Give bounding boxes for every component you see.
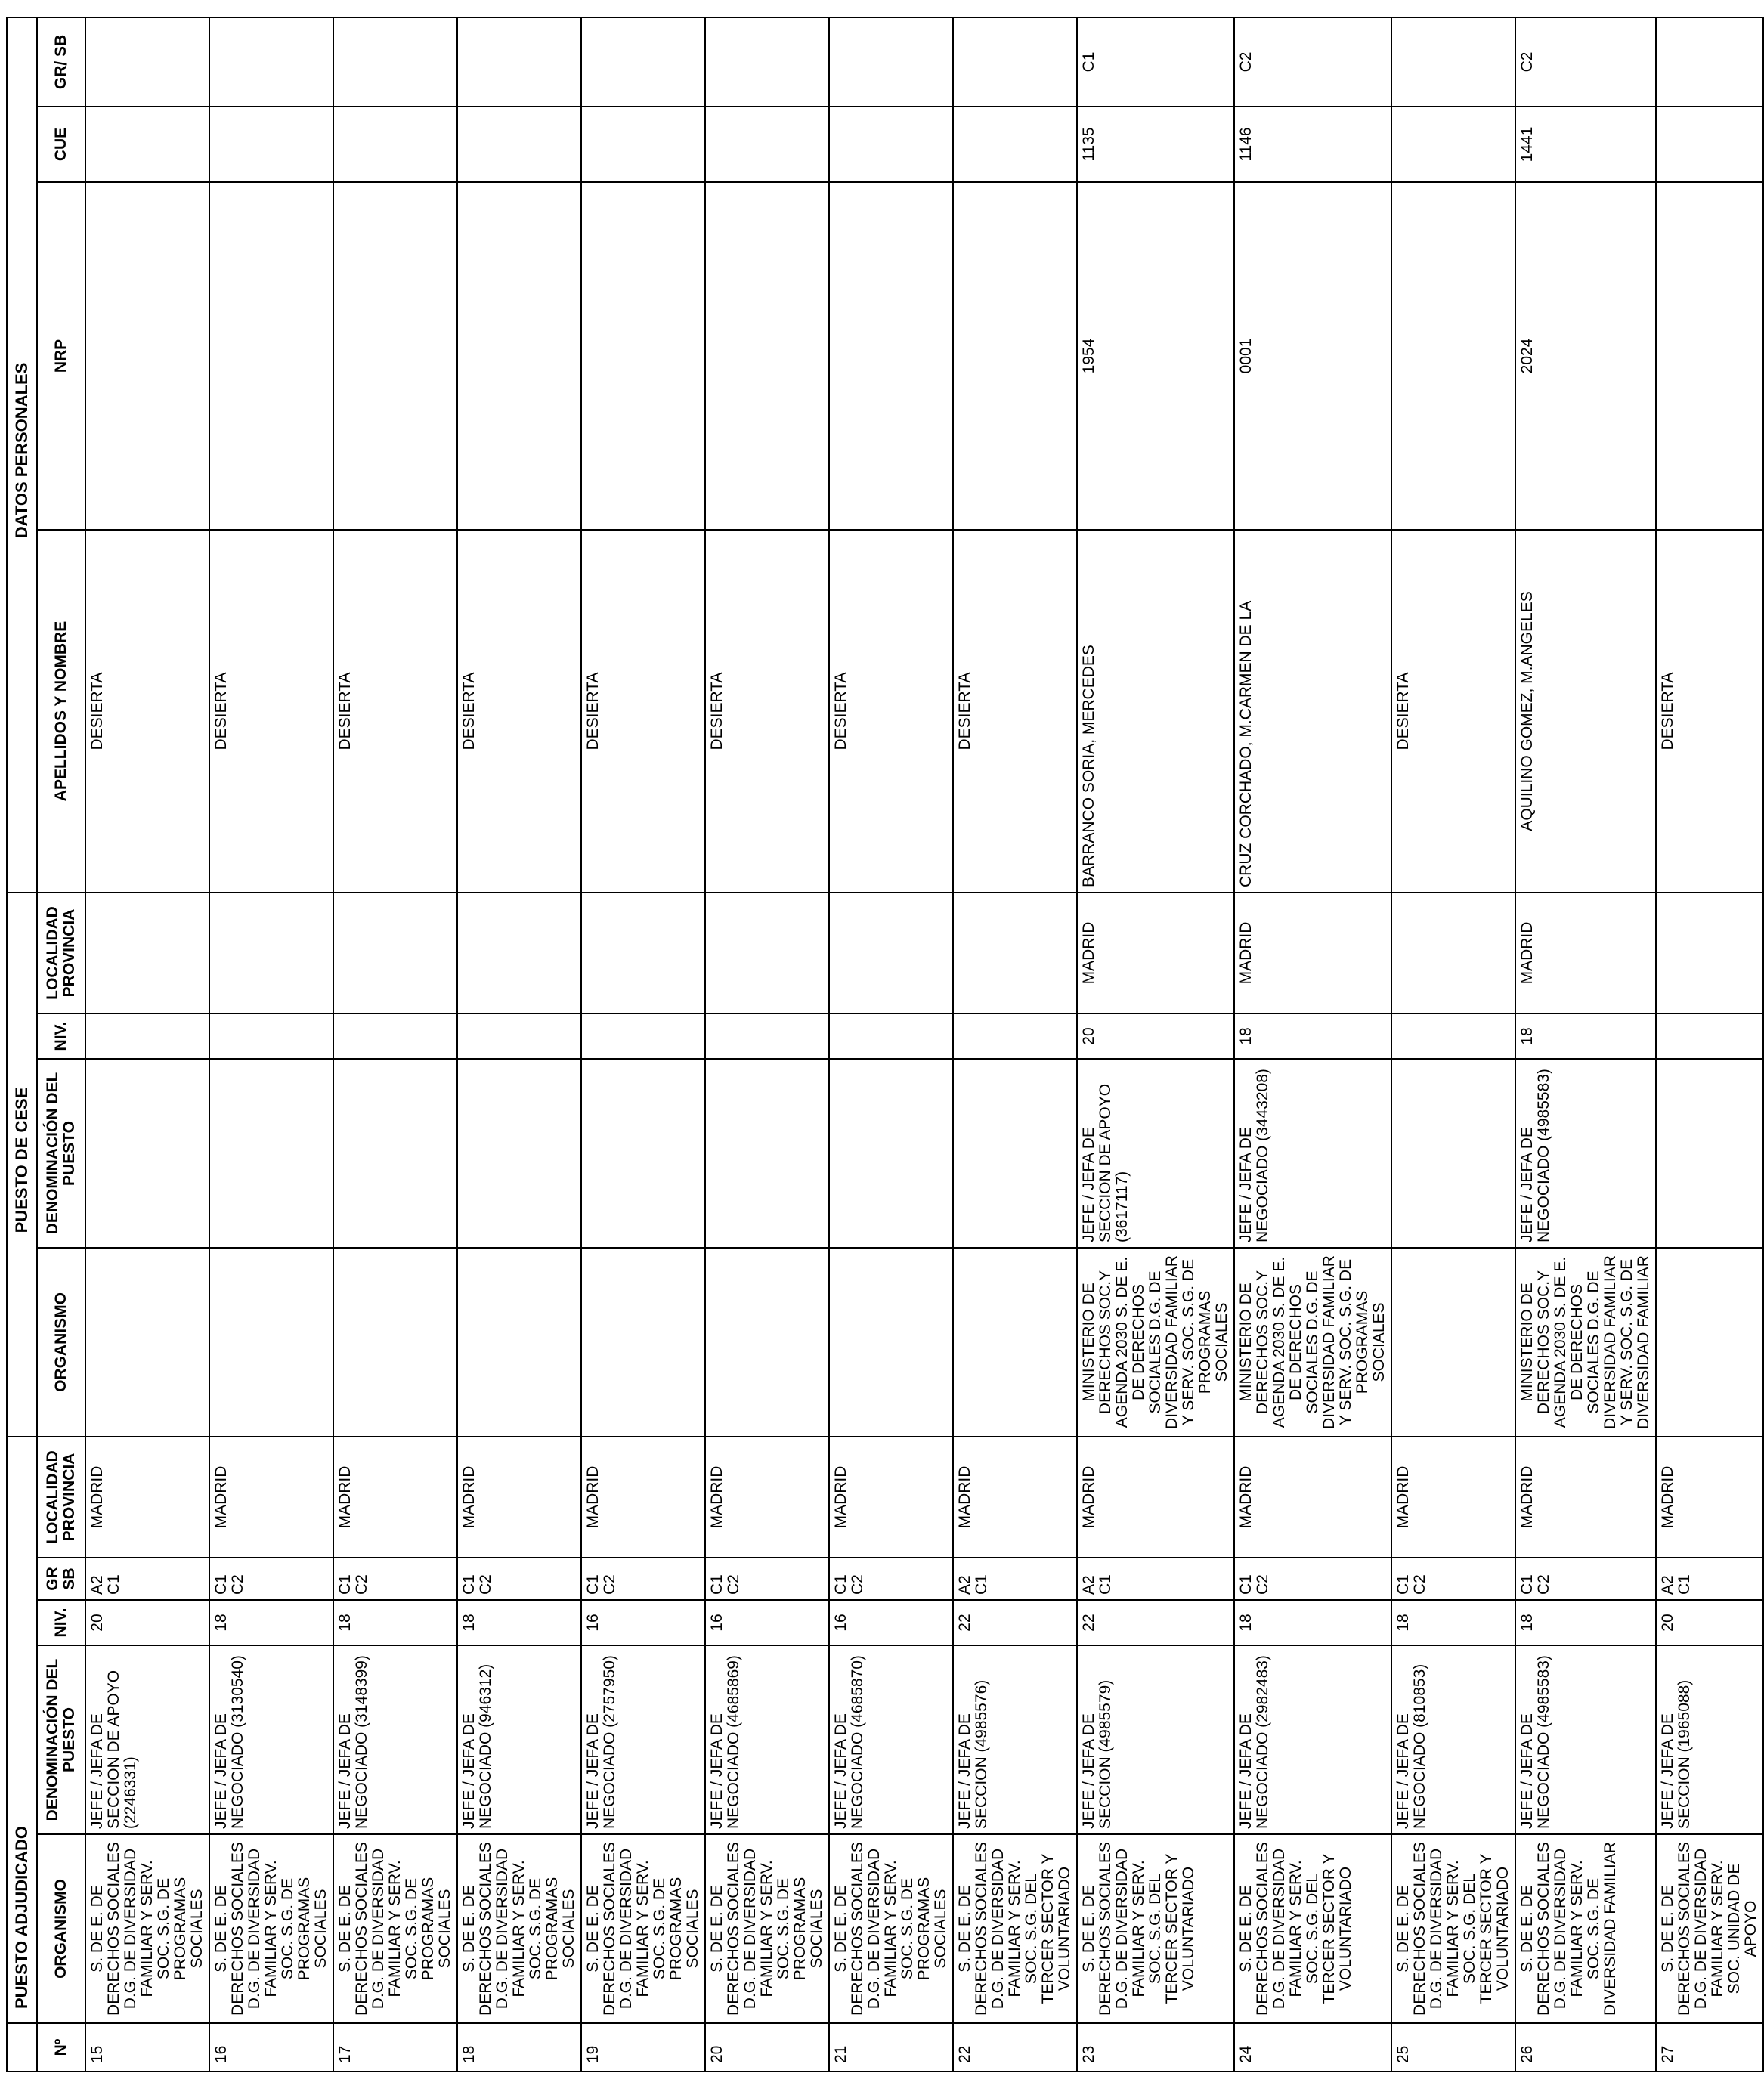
resolution-table [6,17,1764,2072]
table-row [1234,17,1391,2072]
cell-grsb: A2 C1 [1077,1558,1234,1600]
cell-grsb-personal [457,17,581,107]
table-row [1077,17,1234,2072]
cell-cese-organismo [457,1248,581,1437]
cell-niv: 16 [829,1600,953,1645]
cell-denominacion: JEFE / JEFA DE NEGOCIADO (2982483) [1234,1645,1391,1834]
cell-cue [705,107,829,182]
cell-grsb-personal [1391,17,1515,107]
group-header-cese: PUESTO DE CESE [7,893,37,1437]
cell-cese-localidad [209,893,333,1013]
col-header-cese-localidad: LOCALIDAD PROVINCIA [37,893,85,1013]
cell-cese-organismo [705,1248,829,1437]
cell-n: 23 [1077,2023,1234,2072]
cell-denominacion: JEFE / JEFA DE SECCION (1965088) [1656,1645,1763,1834]
cell-denominacion: JEFE / JEFA DE NEGOCIADO (946312) [457,1645,581,1834]
cell-denominacion: JEFE / JEFA DE SECCION (4985576) [953,1645,1077,1834]
cell-cue [953,107,1077,182]
cell-n: 27 [1656,2023,1763,2072]
cell-niv: 20 [85,1600,209,1645]
cell-niv: 16 [581,1600,705,1645]
cell-apellidos: DESIERTA [829,530,953,893]
cell-denominacion: JEFE / JEFA DE SECCION DE APOYO (2246331) [85,1645,209,1834]
col-header-niv: NIV. [37,1600,85,1645]
cell-cese-organismo [333,1248,457,1437]
cell-cese-denominacion [1391,1059,1515,1248]
cell-cue [1391,107,1515,182]
cell-denominacion: JEFE / JEFA DE NEGOCIADO (810853) [1391,1645,1515,1834]
cell-niv: 22 [1077,1600,1234,1645]
cell-cese-denominacion [705,1059,829,1248]
cell-nrp [705,182,829,530]
cell-cese-organismo: MINISTERIO DE DERECHOS SOC.Y AGENDA 2030 S. DE E. DE DERECHOS SOCIALES D.G. DE DIVERSIDAD FAMILIAR Y SERV. SOC. S.G. DE DIVERSIDAD FAMILIAR [1515,1248,1656,1437]
table-body [85,17,1763,2072]
cell-n: 19 [581,2023,705,2072]
cell-n: 22 [953,2023,1077,2072]
cell-denominacion: JEFE / JEFA DE NEGOCIADO (4685869) [705,1645,829,1834]
cell-n: 20 [705,2023,829,2072]
cell-localidad: MADRID [581,1437,705,1558]
cell-cese-organismo [1656,1248,1763,1437]
cell-cese-denominacion: JEFE / JEFA DE SECCION DE APOYO (3617117) [1077,1059,1234,1248]
cell-localidad: MADRID [1656,1437,1763,1558]
col-header-apellidos: APELLIDOS Y NOMBRE [37,530,85,893]
cell-organismo: S. DE E. DE DERECHOS SOCIALES D.G. DE DIVERSIDAD FAMILIAR Y SERV. SOC. S.G. DE PROGRAMAS SOCIALES [581,1834,705,2023]
cell-grsb: C1 C2 [333,1558,457,1600]
cell-cese-niv [85,1013,209,1059]
cell-denominacion: JEFE / JEFA DE NEGOCIADO (4985583) [1515,1645,1656,1834]
cell-niv: 18 [333,1600,457,1645]
cell-apellidos: DESIERTA [581,530,705,893]
col-header-grsb: GR SB [37,1558,85,1600]
col-header-cese-organismo: ORGANISMO [37,1248,85,1437]
cell-cese-niv: 18 [1234,1013,1391,1059]
cell-grsb-personal: C1 [1077,17,1234,107]
cell-localidad: MADRID [705,1437,829,1558]
table-row [953,17,1077,2072]
cell-cese-niv [581,1013,705,1059]
table-row [705,17,829,2072]
cell-grsb: C1 C2 [829,1558,953,1600]
cell-cese-niv: 20 [1077,1013,1234,1059]
cell-cue [85,107,209,182]
cell-grsb-personal: C2 [1515,17,1656,107]
cell-niv: 18 [1515,1600,1656,1645]
cell-localidad: MADRID [85,1437,209,1558]
cell-apellidos: BARRANCO SORIA, MERCEDES [1077,530,1234,893]
cell-apellidos: DESIERTA [705,530,829,893]
cell-denominacion: JEFE / JEFA DE SECCION (4985579) [1077,1645,1234,1834]
table-row [1656,17,1763,2072]
cell-grsb-personal [209,17,333,107]
cell-cese-localidad [85,893,209,1013]
cell-denominacion: JEFE / JEFA DE NEGOCIADO (4685870) [829,1645,953,1834]
cell-grsb-personal [705,17,829,107]
cell-cese-localidad [953,893,1077,1013]
cell-localidad: MADRID [333,1437,457,1558]
cell-nrp: 2024 [1515,182,1656,530]
cell-cese-denominacion [333,1059,457,1248]
table-row [829,17,953,2072]
cell-grsb: A2 C1 [953,1558,1077,1600]
cell-localidad: MADRID [1077,1437,1234,1558]
cell-apellidos: DESIERTA [953,530,1077,893]
cell-niv: 18 [1234,1600,1391,1645]
cell-niv: 20 [1656,1600,1763,1645]
cell-localidad: MADRID [829,1437,953,1558]
cell-grsb: C1 C2 [705,1558,829,1600]
cell-cese-organismo [829,1248,953,1437]
table-row [457,17,581,2072]
cell-cese-niv [209,1013,333,1059]
cell-n: 24 [1234,2023,1391,2072]
col-header-denominacion: DENOMINACIÓN DEL PUESTO [37,1645,85,1834]
cell-cue [457,107,581,182]
col-header-cue: CUE [37,107,85,182]
cell-n: 21 [829,2023,953,2072]
cell-cese-localidad [829,893,953,1013]
cell-grsb-personal [85,17,209,107]
cell-localidad: MADRID [1391,1437,1515,1558]
cell-niv: 16 [705,1600,829,1645]
cell-grsb: C1 C2 [209,1558,333,1600]
cell-organismo: S. DE E. DE DERECHOS SOCIALES D.G. DE DIVERSIDAD FAMILIAR Y SERV. SOC. UNIDAD DE APOYO [1656,1834,1763,2023]
cell-cese-organismo: MINISTERIO DE DERECHOS SOC.Y AGENDA 2030 S. DE E. DE DERECHOS SOCIALES D.G. DE DIVERSIDAD FAMILIAR Y SERV. SOC. S.G. DE PROGRAMAS SOCIALES [1077,1248,1234,1437]
cell-apellidos: DESIERTA [457,530,581,893]
cell-nrp [953,182,1077,530]
cell-organismo: S. DE E. DE DERECHOS SOCIALES D.G. DE DIVERSIDAD FAMILIAR Y SERV. SOC. S.G. DE PROGRAMAS SOCIALES [829,1834,953,2023]
cell-organismo: S. DE E. DE DERECHOS SOCIALES D.G. DE DIVERSIDAD FAMILIAR Y SERV. SOC. S.G. DE PROGRAMAS SOCIALES [457,1834,581,2023]
col-header-n: Nº [37,2023,85,2072]
cell-cese-localidad: MADRID [1234,893,1391,1013]
col-header-localidad: LOCALIDAD PROVINCIA [37,1437,85,1558]
cell-denominacion: JEFE / JEFA DE NEGOCIADO (3130540) [209,1645,333,1834]
cell-cese-niv [953,1013,1077,1059]
cell-apellidos: DESIERTA [209,530,333,893]
group-header-adjudicado: PUESTO ADJUDICADO [7,1437,37,2023]
cell-cese-niv [333,1013,457,1059]
cell-cese-denominacion [829,1059,953,1248]
cell-cese-niv [1656,1013,1763,1059]
cell-cese-denominacion [457,1059,581,1248]
cell-grsb: A2 C1 [1656,1558,1763,1600]
table-row [1515,17,1656,2072]
cell-nrp [1391,182,1515,530]
cell-nrp: 0001 [1234,182,1391,530]
cell-niv: 18 [457,1600,581,1645]
cell-localidad: MADRID [209,1437,333,1558]
cell-apellidos: DESIERTA [85,530,209,893]
cell-cese-localidad [1391,893,1515,1013]
cell-apellidos: CRUZ CORCHADO, M.CARMEN DE LA [1234,530,1391,893]
cell-cese-organismo [1391,1248,1515,1437]
cell-organismo: S. DE E. DE DERECHOS SOCIALES D.G. DE DIVERSIDAD FAMILIAR Y SERV. SOC. S.G. DE PROGRAMAS SOCIALES [209,1834,333,2023]
group-header-row [7,17,37,2072]
cell-cese-niv [457,1013,581,1059]
table-row [209,17,333,2072]
cell-organismo: S. DE E. DE DERECHOS SOCIALES D.G. DE DIVERSIDAD FAMILIAR Y SERV. SOC. S.G. DE DIVERSIDAD FAMILIAR [1515,1834,1656,2023]
cell-organismo: S. DE E. DE DERECHOS SOCIALES D.G. DE DIVERSIDAD FAMILIAR Y SERV. SOC. S.G. DE PROGRAMAS SOCIALES [85,1834,209,2023]
cell-nrp: 1954 [1077,182,1234,530]
cell-nrp [581,182,705,530]
col-header-nrp: NRP [37,182,85,530]
table-row [85,17,209,2072]
cell-niv: 18 [209,1600,333,1645]
cell-cese-localidad [457,893,581,1013]
cell-nrp [85,182,209,530]
cell-cese-denominacion [85,1059,209,1248]
cell-n: 15 [85,2023,209,2072]
table-row [1391,17,1515,2072]
cell-n: 26 [1515,2023,1656,2072]
cell-niv: 18 [1391,1600,1515,1645]
cell-cese-denominacion [209,1059,333,1248]
cell-nrp [333,182,457,530]
group-header-personales: DATOS PERSONALES [7,17,37,893]
cell-cese-organismo: MINISTERIO DE DERECHOS SOC.Y AGENDA 2030 S. DE E. DE DERECHOS SOCIALES D.G. DE DIVERSIDAD FAMILIAR Y SERV. SOC. S.G. DE PROGRAMAS SOCIALES [1234,1248,1391,1437]
cell-apellidos: DESIERTA [1656,530,1763,893]
cell-cese-denominacion: JEFE / JEFA DE NEGOCIADO (3443208) [1234,1059,1391,1248]
cell-localidad: MADRID [953,1437,1077,1558]
cell-apellidos: DESIERTA [1391,530,1515,893]
cell-grsb-personal: C2 [1234,17,1391,107]
cell-apellidos: DESIERTA [333,530,457,893]
cell-niv: 22 [953,1600,1077,1645]
cell-cese-denominacion: JEFE / JEFA DE NEGOCIADO (4985583) [1515,1059,1656,1248]
column-header-row [37,17,85,2072]
cell-localidad: MADRID [1234,1437,1391,1558]
cell-cese-localidad [705,893,829,1013]
cell-organismo: S. DE E. DE DERECHOS SOCIALES D.G. DE DIVERSIDAD FAMILIAR Y SERV. SOC. S.G. DEL TERCER SECTOR Y VOLUNTARIADO [1234,1834,1391,2023]
cell-cese-denominacion [953,1059,1077,1248]
cell-nrp [209,182,333,530]
cell-grsb: C1 C2 [1515,1558,1656,1600]
cell-nrp [1656,182,1763,530]
cell-cese-organismo [85,1248,209,1437]
cell-organismo: S. DE E. DE DERECHOS SOCIALES D.G. DE DIVERSIDAD FAMILIAR Y SERV. SOC. S.G. DEL TERCER SECTOR Y VOLUNTARIADO [953,1834,1077,2023]
table-row [581,17,705,2072]
cell-cese-denominacion [1656,1059,1763,1248]
cell-apellidos: AQUILINO GOMEZ, M.ANGELES [1515,530,1656,893]
cell-cese-organismo [209,1248,333,1437]
cell-cese-localidad [1656,893,1763,1013]
cell-cue [1656,107,1763,182]
col-header-cese-niv: NIV. [37,1013,85,1059]
cell-cue: 1146 [1234,107,1391,182]
col-header-grsb-personal: GR/ SB [37,17,85,107]
cell-grsb: C1 C2 [1234,1558,1391,1600]
col-header-organismo: ORGANISMO [37,1834,85,2023]
cell-cese-localidad [581,893,705,1013]
cell-grsb-personal [829,17,953,107]
cell-nrp [829,182,953,530]
cell-grsb: C1 C2 [581,1558,705,1600]
cell-cese-localidad: MADRID [1515,893,1656,1013]
cell-cese-niv [1391,1013,1515,1059]
cell-organismo: S. DE E. DE DERECHOS SOCIALES D.G. DE DIVERSIDAD FAMILIAR Y SERV. SOC. S.G. DEL TERCER SECTOR Y VOLUNTARIADO [1391,1834,1515,2023]
cell-grsb: A2 C1 [85,1558,209,1600]
cell-localidad: MADRID [457,1437,581,1558]
cell-n: 17 [333,2023,457,2072]
col-header-cese-denominacion: DENOMINACIÓN DEL PUESTO [37,1059,85,1248]
cell-denominacion: JEFE / JEFA DE NEGOCIADO (3148399) [333,1645,457,1834]
cell-cue [829,107,953,182]
cell-cue [581,107,705,182]
cell-localidad: MADRID [1515,1437,1656,1558]
cell-grsb-personal [581,17,705,107]
cell-cese-localidad: MADRID [1077,893,1234,1013]
cell-n: 18 [457,2023,581,2072]
cell-cese-organismo [581,1248,705,1437]
cell-n: 25 [1391,2023,1515,2072]
table-row [333,17,457,2072]
cell-cese-denominacion [581,1059,705,1248]
cell-grsb: C1 C2 [1391,1558,1515,1600]
cell-nrp [457,182,581,530]
cell-grsb: C1 C2 [457,1558,581,1600]
cell-cese-niv: 18 [1515,1013,1656,1059]
cell-cue: 1135 [1077,107,1234,182]
cell-cue: 1441 [1515,107,1656,182]
cell-cese-organismo [953,1248,1077,1437]
cell-cese-localidad [333,893,457,1013]
cell-denominacion: JEFE / JEFA DE NEGOCIADO (2757950) [581,1645,705,1834]
cell-cese-niv [705,1013,829,1059]
cell-n: 16 [209,2023,333,2072]
cell-cue [209,107,333,182]
cell-grsb-personal [1656,17,1763,107]
cell-cue [333,107,457,182]
cell-organismo: S. DE E. DE DERECHOS SOCIALES D.G. DE DIVERSIDAD FAMILIAR Y SERV. SOC. S.G. DE PROGRAMAS SOCIALES [705,1834,829,2023]
cell-cese-niv [829,1013,953,1059]
cell-organismo: S. DE E. DE DERECHOS SOCIALES D.G. DE DIVERSIDAD FAMILIAR Y SERV. SOC. S.G. DEL TERCER SECTOR Y VOLUNTARIADO [1077,1834,1234,2023]
cell-grsb-personal [333,17,457,107]
cell-organismo: S. DE E. DE DERECHOS SOCIALES D.G. DE DIVERSIDAD FAMILIAR Y SERV. SOC. S.G. DE PROGRAMAS SOCIALES [333,1834,457,2023]
cell-grsb-personal [953,17,1077,107]
